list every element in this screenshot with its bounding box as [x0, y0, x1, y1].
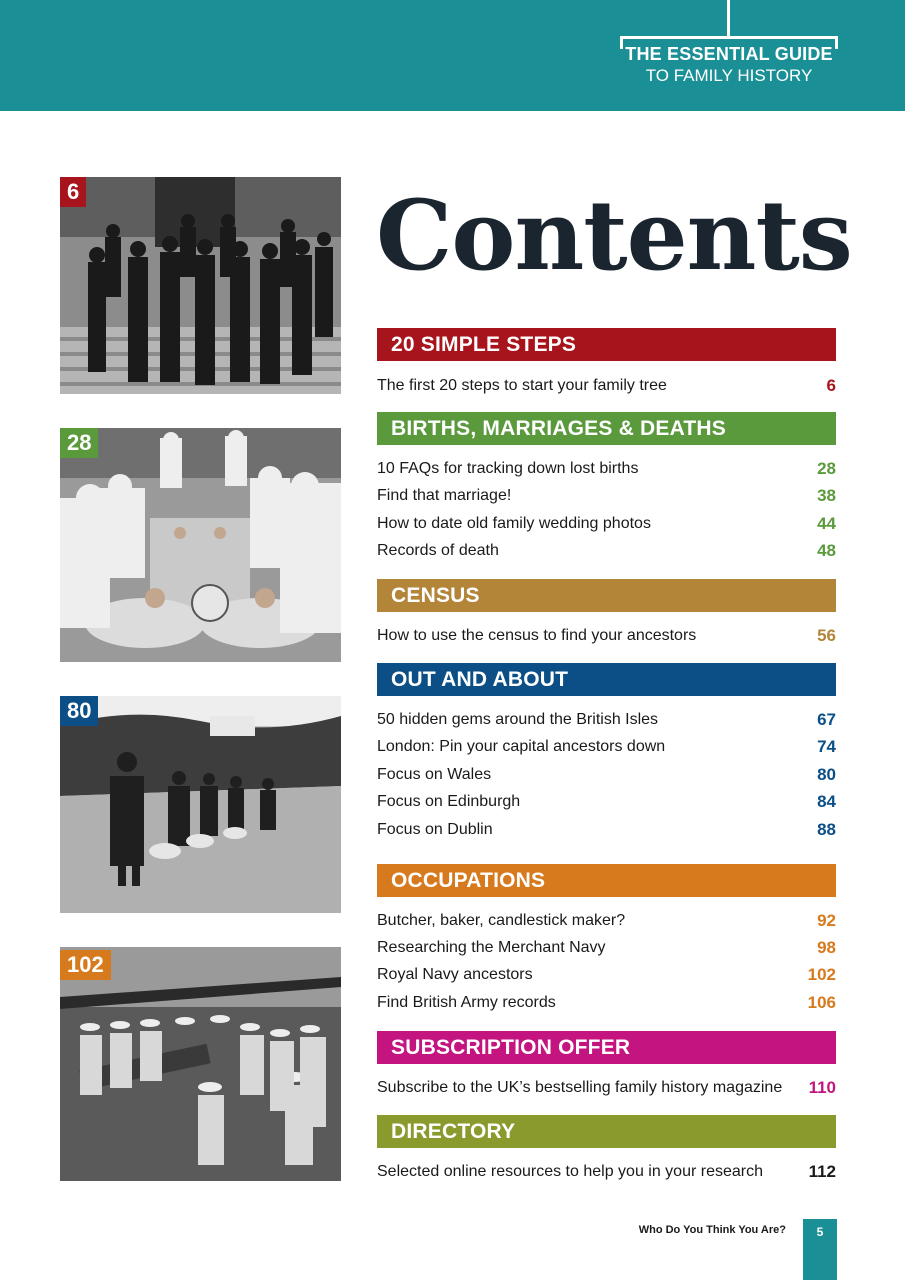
toc-entry-page: 88: [817, 820, 836, 839]
sailors-below-deck-photo-icon: [60, 947, 341, 1181]
toc-entry-title: Subscribe to the UK’s bestselling family history magazine: [377, 1079, 783, 1096]
toc-entry-page: 67: [817, 710, 836, 729]
toc-entry-page: 92: [817, 911, 836, 930]
toc-entry[interactable]: [377, 733, 836, 760]
toc-entry-title: Focus on Dublin: [377, 821, 493, 838]
toc-entry[interactable]: [377, 1074, 836, 1101]
toc-entry[interactable]: [377, 907, 836, 934]
toc-entry[interactable]: [377, 816, 836, 843]
toc-entry-page: 56: [817, 626, 836, 645]
toc-entry-page: 38: [817, 486, 836, 505]
toc-entry-page: 6: [826, 376, 836, 395]
toc-entry[interactable]: [377, 706, 836, 733]
toc-entry-title: 50 hidden gems around the British Isles: [377, 711, 659, 728]
toc-entry-page: 80: [817, 765, 836, 784]
page-title: Contents: [376, 179, 852, 292]
men-with-dogs-on-hillside-photo-icon: [60, 696, 341, 913]
toc-entry-page: 98: [817, 938, 836, 957]
essential-guide-mark: [618, 0, 838, 90]
section-heading: OUT AND ABOUT: [377, 663, 836, 696]
guide-title-line2: TO FAMILY HISTORY: [645, 66, 813, 85]
section-heading: SUBSCRIPTION OFFER: [377, 1031, 836, 1064]
toc-entry-page: 106: [807, 993, 836, 1012]
toc-entry-page: 74: [817, 737, 836, 756]
toc-entry[interactable]: [377, 537, 836, 564]
photo-sailors-below-deck[interactable]: [60, 947, 341, 1181]
photo-police-group[interactable]: [60, 177, 341, 394]
toc-entry-title: Records of death: [377, 542, 499, 559]
footer-page-number: 5: [803, 1219, 837, 1280]
toc-entry-page: 84: [817, 792, 836, 811]
toc-entry-title: 10 FAQs for tracking down lost births: [377, 460, 639, 477]
section-heading: DIRECTORY: [377, 1115, 836, 1148]
nurses-bathing-babies-photo-icon: [60, 428, 341, 662]
toc-entry[interactable]: [377, 455, 836, 482]
toc-entry-title: London: Pin your capital ancestors down: [377, 738, 666, 755]
toc-entry-title: Royal Navy ancestors: [377, 966, 533, 983]
photo-nurses-babies[interactable]: [60, 428, 341, 662]
guide-mark-line: [620, 36, 838, 39]
photo-page-badge: 80: [60, 696, 98, 726]
section-heading: 20 SIMPLE STEPS: [377, 328, 836, 361]
photo-page-badge: 6: [60, 177, 86, 207]
footer-magazine-name: Who Do You Think You Are?: [638, 1224, 786, 1236]
toc-entry[interactable]: [377, 1158, 836, 1185]
toc-entry-page: 102: [807, 965, 836, 984]
toc-entry[interactable]: [377, 961, 836, 988]
toc-entry-title: The first 20 steps to start your family tree: [377, 377, 667, 394]
toc-entry-page: 48: [817, 541, 836, 560]
toc-entry[interactable]: [377, 788, 836, 815]
section-heading: OCCUPATIONS: [377, 864, 836, 897]
guide-mark-line: [727, 0, 730, 38]
victorian-police-group-photo-icon: [60, 177, 341, 394]
toc-entry-title: Focus on Wales: [377, 766, 492, 783]
photo-hillside-dogs[interactable]: [60, 696, 341, 913]
guide-title-line1: THE ESSENTIAL GUIDE: [625, 44, 833, 64]
toc-entry-page: 44: [817, 514, 836, 533]
toc-entry-title: Find that marriage!: [377, 487, 512, 504]
toc-entry[interactable]: [377, 372, 836, 399]
header-band: [0, 0, 905, 111]
toc-entry-title: Butcher, baker, candlestick maker?: [377, 912, 626, 929]
photo-page-badge: 28: [60, 428, 98, 458]
toc-entry-page: 28: [817, 459, 836, 478]
toc-entry[interactable]: [377, 482, 836, 509]
toc-entry-title: Selected online resources to help you in your research: [377, 1163, 763, 1180]
toc-entry-title: Focus on Edinburgh: [377, 793, 521, 810]
toc-entry[interactable]: [377, 934, 836, 961]
toc-entry-title: Find British Army records: [377, 994, 556, 1011]
toc-entry[interactable]: [377, 761, 836, 788]
toc-entry[interactable]: [377, 622, 836, 649]
toc-entry[interactable]: [377, 989, 836, 1016]
photo-page-badge: 102: [60, 950, 111, 980]
toc-entry-page: 110: [808, 1078, 836, 1097]
toc-entry-title: Researching the Merchant Navy: [377, 939, 606, 956]
section-heading: BIRTHS, MARRIAGES & DEATHS: [377, 412, 836, 445]
toc-entry-title: How to date old family wedding photos: [377, 515, 651, 532]
toc-entry-title: How to use the census to find your ancestors: [377, 627, 697, 644]
toc-entry[interactable]: [377, 510, 836, 537]
toc-entry-page: 112: [808, 1162, 836, 1181]
section-heading: CENSUS: [377, 579, 836, 612]
